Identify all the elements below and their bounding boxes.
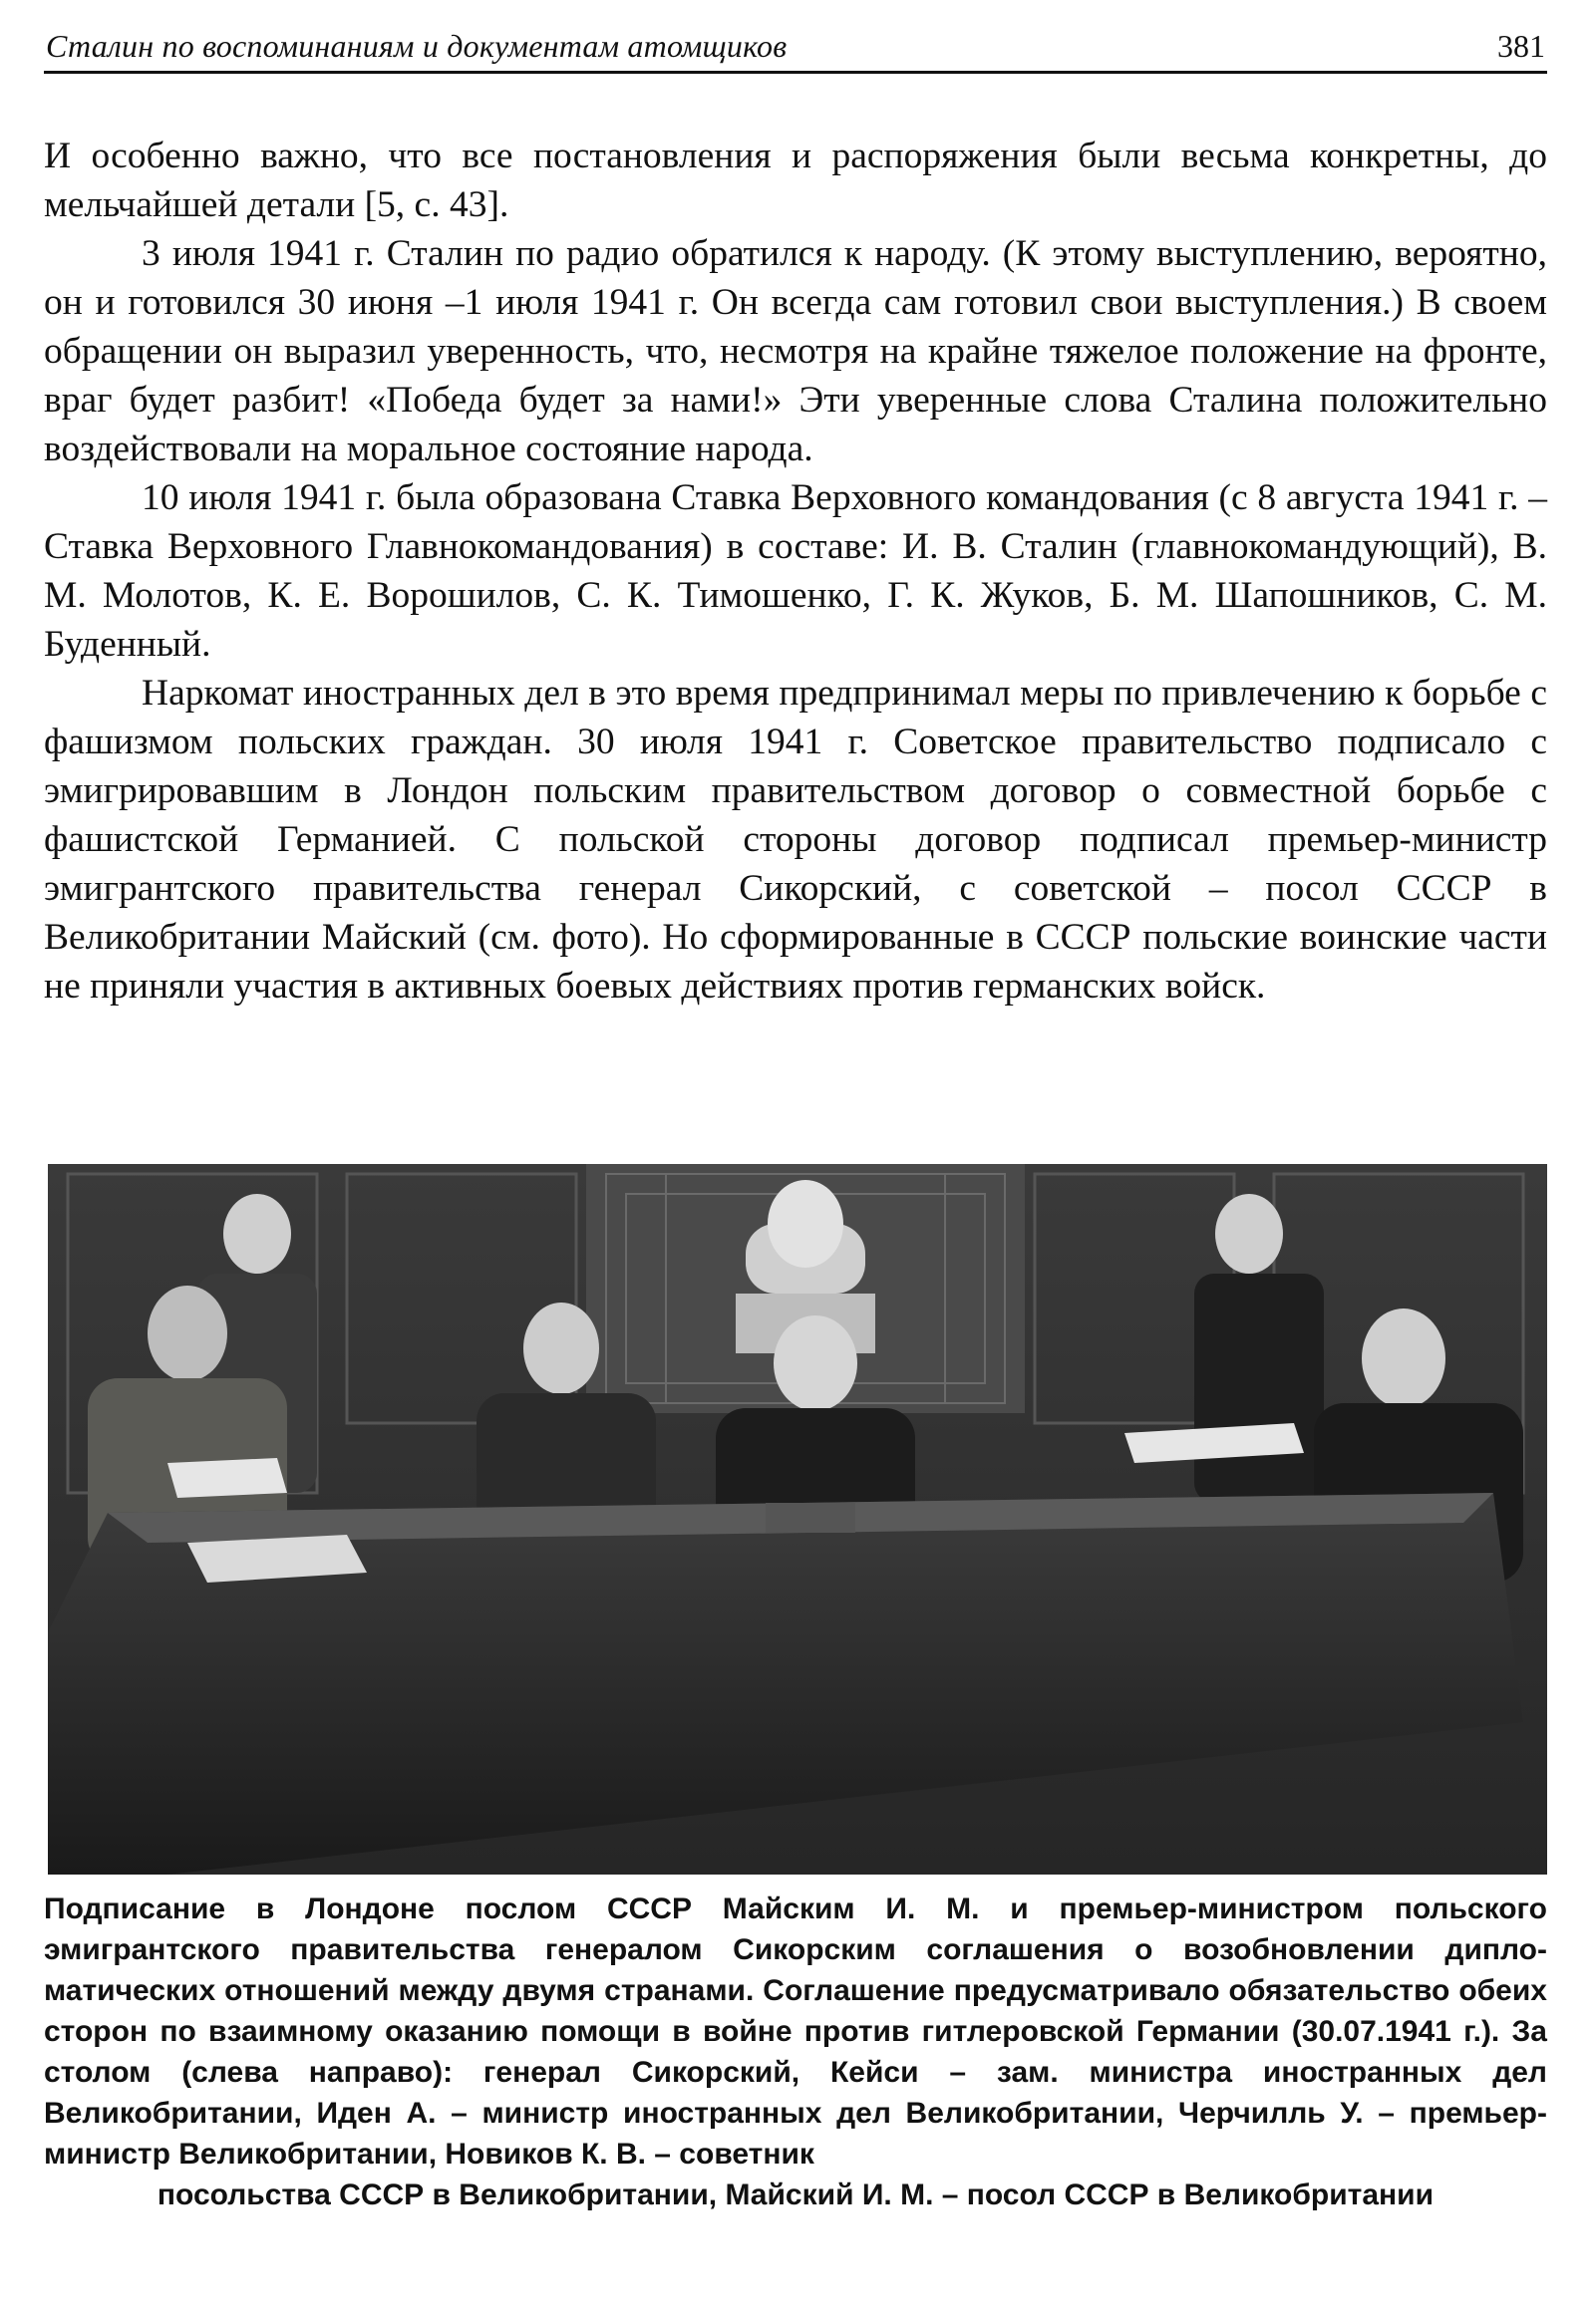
running-title: Сталин по воспоминаниям и документам атомщиков — [46, 28, 788, 64]
page-number: 381 — [1497, 28, 1545, 64]
photo-illustration — [48, 1164, 1547, 1875]
paragraph: Наркомат иностранных дел в это время предпринимал меры по привлечению к борьбе с фашизмом польских граждан. 30 июля 1941 г. Советское правительство подписало с эмигрировавшим в Лондон польским правительством договор о совместной борьбе с фашистской Германией. С польской стороны договор подписал премьер-министр эмигрантского правительства генерал Сикорский, с советской – посол СССР в Великобритании Майский (см. фото). Но сформированные в СССР польские воинские части не приняли участия в активных боевых действиях против германских войск. — [44, 673, 1547, 1007]
historical-photo — [48, 1164, 1547, 1875]
photo-caption — [44, 1888, 1547, 2215]
paragraph: И особенно важно, что все постановления и распоряжения были весьма конкретны, до мельчайшей детали [5, с. 43]. — [44, 136, 1547, 225]
paragraph: 3 июля 1941 г. Сталин по радио обратился к народу. (К этому выступлению, вероятно, он и готовился 30 июня –1 июля 1941 г. Он всегда сам готовил свои выступления.) В своем обращении он выразил уверенность, что, несмотря на крайне тяжелое положение на фронте, враг будет разбит! «Победа будет за нами!» Эти уверенные слова Сталина положительно воздействовали на моральное состояние народа. — [44, 233, 1547, 469]
running-header — [44, 22, 1547, 74]
paragraph: 10 июля 1941 г. была образована Ставка Верховного командования (с 8 августа 1941 г. – Ставка Верховного Главнокомандования) в составе: И. В. Сталин (главнокомандующий), В. М. Молотов, К. Е. Ворошилов, С. К. Тимошенко, Г. К. Жуков, Б. М. Шапошников, С. М. Буденный. — [44, 477, 1547, 665]
body-text — [44, 132, 1547, 1011]
caption-last-line: посольства СССР в Великобритании, Майский И. М. – посол СССР в Великобритании — [157, 2179, 1435, 2211]
caption-text: Подписание в Лондоне послом СССР Майским И. М. и премьер-министром польского эмигрантского правительства генералом Сикорским соглашения о возобновлении дипломатических отношений между двумя странами. Соглашение предусматривало обязательство обеих сторон по взаимному оказанию помощи в войне против гитлеровской Германии (30.07.1941 г.). За столом (слева направо): генерал Сикорский, Кейси – зам. министра иностранных дел Великобритании, Иден А. – министр иностранных дел Великобритании, Черчилль У. – премьер-министр Великобритании, Новиков К. В. – советник — [44, 1892, 1547, 2171]
